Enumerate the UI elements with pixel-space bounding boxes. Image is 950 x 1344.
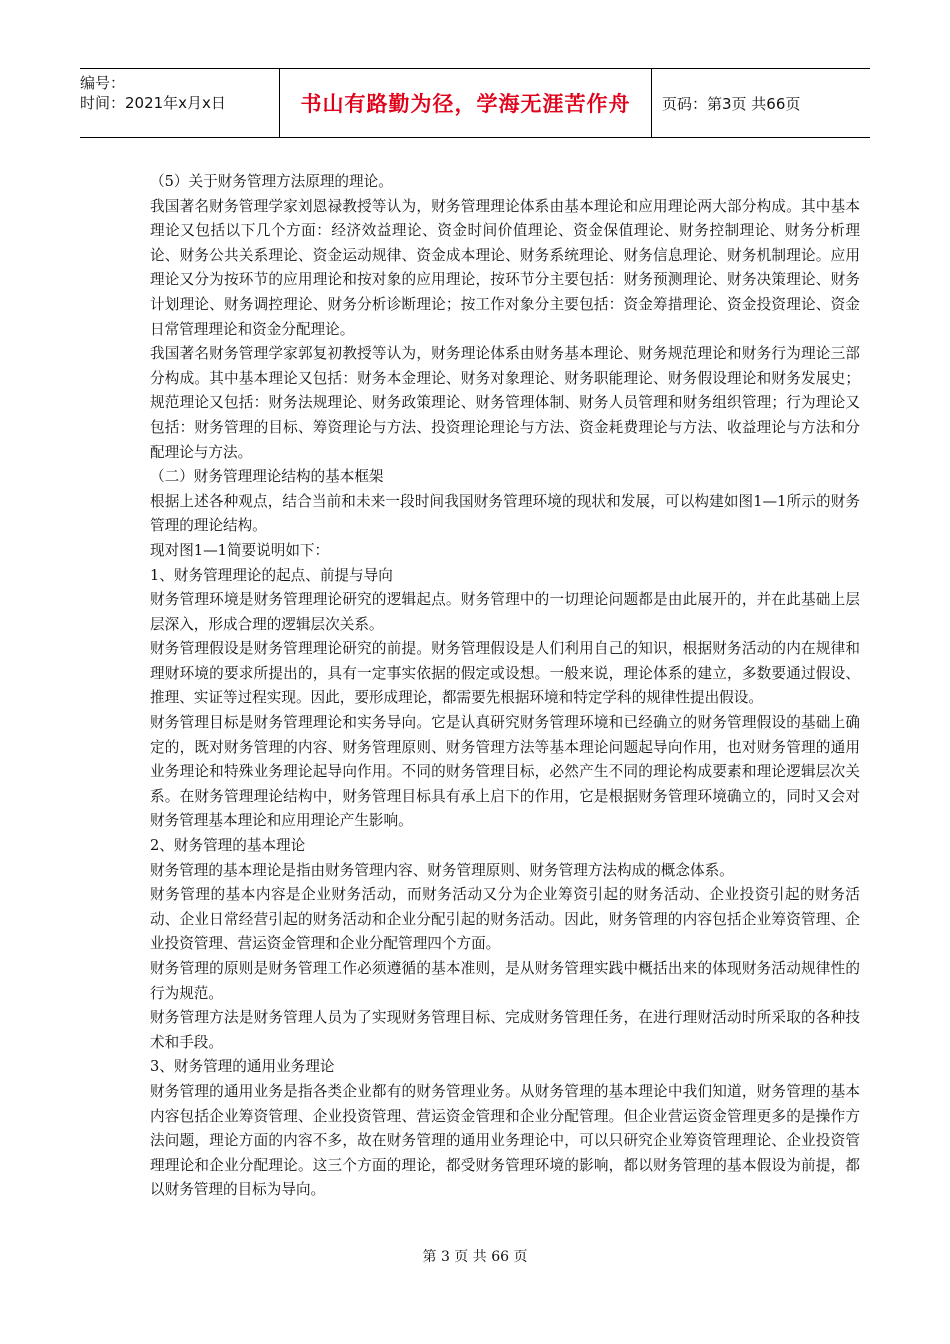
page-header <box>80 68 870 138</box>
document-date: 时间：2021年x月x日 <box>80 94 226 112</box>
header-meta <box>80 69 280 137</box>
section-heading: 1、财务管理理论的起点、前提与导向 <box>150 566 393 584</box>
paragraph: （5）关于财务管理方法原理的理论。 <box>150 173 393 190</box>
paragraph: 财务管理的基本内容是企业财务活动，而财务活动又分为企业筹资引起的财务活动、企业投资引起的财务活动、企业日常经营引起的财务活动和企业分配引起的财务活动。因此，财务管理的内容包括企业筹资管理、企业投资管理、营运资金管理和企业分配管理四个方面。 <box>150 886 860 953</box>
header-motto-cell <box>280 69 652 137</box>
document-number: 编号： <box>80 74 126 92</box>
motto-text: 书山有路勤为径，学海无涯苦作舟 <box>300 92 631 116</box>
section-heading: 2、财务管理的基本理论 <box>150 837 306 855</box>
paragraph: 我国著名财务管理学家刘恩禄教授等认为，财务管理理论体系由基本理论和应用理论两大部分构成。其中基本理论又包括以下几个方面：经济效益理论、资金时间价值理论、资金保值理论、财务控制理论、财务分析理论、财务公共关系理论、资金运动规律、资金成本理论、财务系统理论、财务信息理论、财务机制理论。应用理论又分为按环节的应用理论和按对象的应用理论，按环节分主要包括：财务预测理论、财务决策理论、财务计划理论、财务调控理论、财务分析诊断理论；按工作对象分主要包括：资金筹措理论、资金投资理论、资金日常管理理论和资金分配理论。 <box>150 197 860 338</box>
section-heading: 3、财务管理的通用业务理论 <box>150 1058 335 1076</box>
header-page-info: 页码：第3页 共66页 <box>662 94 801 113</box>
paragraph: 根据上述各种观点，结合当前和未来一段时间我国财务管理环境的现状和发展，可以构建如图1—1所示的财务管理的理论结构。 <box>150 492 860 535</box>
section-heading: （二）财务管理理论结构的基本框架 <box>150 468 384 486</box>
paragraph: 我国著名财务管理学家郭复初教授等认为，财务理论体系由财务基本理论、财务规范理论和财务行为理论三部分构成。其中基本理论又包括：财务本金理论、财务对象理论、财务职能理论、财务假设理论和财务发展史；规范理论又包括：财务法规理论、财务政策理论、财务管理体制、财务人员管理和财务组织管理；行为理论又包括：财务管理的目标、筹资理论与方法、投资理论理论与方法、资金耗费理论与方法、收益理论与方法和分配理论与方法。 <box>150 345 860 461</box>
paragraph: 财务管理的基本理论是指由财务管理内容、财务管理原则、财务管理方法构成的概念体系。 <box>150 861 734 879</box>
paragraph: 财务管理假设是财务管理理论研究的前提。财务管理假设是人们利用自己的知识，根据财务活动的内在规律和理财环境的要求所提出的，具有一定事实依据的假定或设想。一般来说，理论体系的建立，多数要通过假设、推理、实证等过程实现。因此，要形成理论，都需要先根据环境和特定学科的规律性提出假设。 <box>150 640 860 707</box>
document-body <box>150 170 860 1203</box>
paragraph: 财务管理环境是财务管理理论研究的逻辑起点。财务管理中的一切理论问题都是由此展开的，并在此基础上层层深入，形成合理的逻辑层次关系。 <box>150 591 860 633</box>
paragraph: 财务管理方法是财务管理人员为了实现财务管理目标、完成财务管理任务，在进行理财活动时所采取的各种技术和手段。 <box>150 1009 860 1051</box>
paragraph: 现对图1—1简要说明如下： <box>150 541 330 559</box>
paragraph: 财务管理的原则是财务管理工作必须遵循的基本准则，是从财务管理实践中概括出来的体现财务活动规律性的行为规范。 <box>150 960 860 1002</box>
page-footer: 第 3 页 共 66 页 <box>422 1249 528 1265</box>
paragraph: 财务管理目标是财务管理理论和实务导向。它是认真研究财务管理环境和已经确立的财务管理假设的基础上确定的，既对财务管理的内容、财务管理原则、财务管理方法等基本理论问题起导向作用，也对财务管理的通用业务理论和特殊业务理论起导向作用。不同的财务管理目标，必然产生不同的理论构成要素和理论逻辑层次关系。在财务管理理论结构中，财务管理目标具有承上启下的作用，它是根据财务管理环境确立的，同时又会对财务管理基本理论和应用理论产生影响。 <box>150 714 860 830</box>
paragraph: 财务管理的通用业务是指各类企业都有的财务管理业务。从财务管理的基本理论中我们知道，财务管理的基本内容包括企业筹资管理、企业投资管理、营运资金管理和企业分配管理。但企业营运资金管理更多的是操作方法问题，理论方面的内容不多，故在财务管理的通用业务理论中，可以只研究企业筹资管理理论、企业投资管理理论和企业分配理论。这三个方面的理论，都受财务管理环境的影响，都以财务管理的基本假设为前提，都以财务管理的目标为导向。 <box>150 1082 860 1199</box>
